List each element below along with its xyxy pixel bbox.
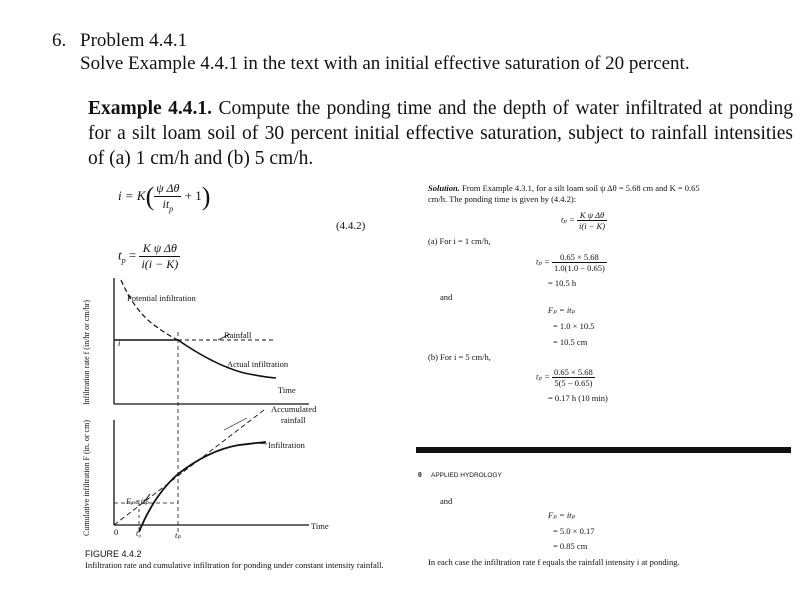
problem-title: Problem 4.4.1 [80, 30, 188, 51]
eq1-denominator-sub: p [169, 204, 174, 214]
eq2-lhs: t [118, 247, 122, 263]
eq2-lhs-sub: p [121, 256, 126, 266]
eq1-plus: + 1 [184, 188, 202, 204]
eq1-numerator: ψ Δθ [156, 181, 180, 195]
solution-intro-2: cm/h. The ponding time is given by (4.4.2): [428, 194, 577, 204]
example-statement [88, 96, 793, 171]
infiltration-label: Infiltration [268, 440, 305, 450]
tp-formula-den: i(i − K) [579, 221, 606, 231]
running-head: APPLIED HYDROLOGY [431, 472, 502, 479]
case-b-den: 5(5 − 0.65) [554, 378, 593, 388]
potential-infiltration-curve [121, 280, 178, 340]
page-break-bar [416, 447, 791, 453]
actual-label: Actual infiltration [227, 359, 289, 369]
case-b-formula [536, 367, 595, 388]
solution-heading: Solution. [428, 183, 460, 193]
g-line-2: = 5.0 × 0.17 [553, 526, 595, 536]
and-2: and [440, 496, 453, 506]
eq1-denominator: it [162, 197, 170, 211]
figure-caption-title: FIGURE 4.4.2 [85, 549, 142, 559]
case-a-den: 1.0(1.0 − 0.65) [554, 263, 605, 273]
fp-label: Fₚ=itₚ [126, 496, 149, 506]
closing-sentence: In each case the infiltration rate f equals the rainfall intensity i at ponding. [428, 557, 680, 567]
example-text: Compute the ponding time and the depth of water infiltrated at ponding for a silt loam soil of 30 percent initial effective saturation, subject to rainfall intensities of (a) 1 cm/h and (b) 5 cm/h. [88, 98, 794, 169]
eq2-numerator: K ψ Δθ [139, 241, 180, 257]
eq2-denominator: i(i − K) [141, 257, 179, 271]
g-line-3: = 0.85 cm [553, 541, 588, 551]
rainfall-label: Rainfall [224, 330, 252, 340]
problem-number: 6. [52, 30, 67, 51]
accum-label-1: Accumulated [271, 404, 317, 414]
figure-4-4-2 [84, 270, 414, 548]
time-lower-label: Time [311, 521, 329, 531]
upper-y-label: Infiltration rate f (in/hr or cm/hr) [82, 299, 91, 405]
tp-formula [561, 210, 607, 231]
i-label: i [118, 338, 121, 348]
equation-1: i = K( $\frac{\text{ψ Δθ}}{it_p}$ + 1) [118, 181, 211, 214]
tp-formula-num: K ψ Δθ [577, 210, 607, 221]
time-upper-label: Time [278, 385, 296, 395]
case-b-num: 0.65 × 5.68 [554, 367, 593, 377]
case-a-label: (a) For i = 1 cm/h, [428, 236, 491, 246]
g-line-1: Fₚ = itₚ [548, 510, 576, 520]
and-1: and [440, 292, 453, 302]
origin-label: 0 [114, 527, 119, 537]
page-number: 0 [418, 470, 422, 479]
eq2-equals: = [128, 247, 137, 263]
solution-intro-text: From Example 4.3.1, for a silt loam soil ψ Δθ = 5.68 cm and K = 0.65 [462, 183, 700, 193]
case-a-num: 0.65 × 5.68 [552, 252, 607, 263]
tp-formula-lhs: tₚ = [561, 214, 575, 225]
fp-line-3: = 10.5 cm [553, 337, 588, 347]
cumulative-infiltration-curve [139, 442, 266, 532]
fp-line-2: = 1.0 × 10.5 [553, 321, 595, 331]
infil-pointer [256, 443, 267, 444]
problem-text: Solve Example 4.4.1 in the text with an initial effective saturation of 20 percent. [80, 53, 690, 74]
case-b-lhs: tₚ = [536, 371, 550, 382]
equation-number: (4.4.2) [336, 220, 366, 232]
t0-label: t₀ [136, 528, 142, 538]
fp-line-1: Fₚ = itₚ [548, 305, 576, 315]
example-label: Example 4.4.1. [88, 98, 212, 119]
equation-2 [118, 241, 180, 272]
potential-label: Potential infiltration [127, 293, 196, 303]
accumulated-rainfall-line [114, 410, 264, 525]
figure-caption-text: Infiltration rate and cumulative infiltration for ponding under constant intensity rainfall. [85, 560, 384, 570]
case-b-result: = 0.17 h (10 min) [548, 393, 608, 403]
eq1-lhs: i = K [118, 188, 146, 204]
case-a-lhs: tₚ = [536, 256, 550, 267]
tp-label: tₚ [175, 530, 182, 540]
solution-intro-1 [428, 183, 700, 193]
lower-y-label: Cumulative infiltration F (in. or cm) [82, 420, 91, 536]
case-a-result: = 10.5 h [548, 278, 577, 288]
accum-label-2: rainfall [281, 415, 306, 425]
case-b-label: (b) For i = 5 cm/h, [428, 352, 491, 362]
accum-pointer [224, 418, 247, 430]
case-a-formula [536, 252, 607, 273]
